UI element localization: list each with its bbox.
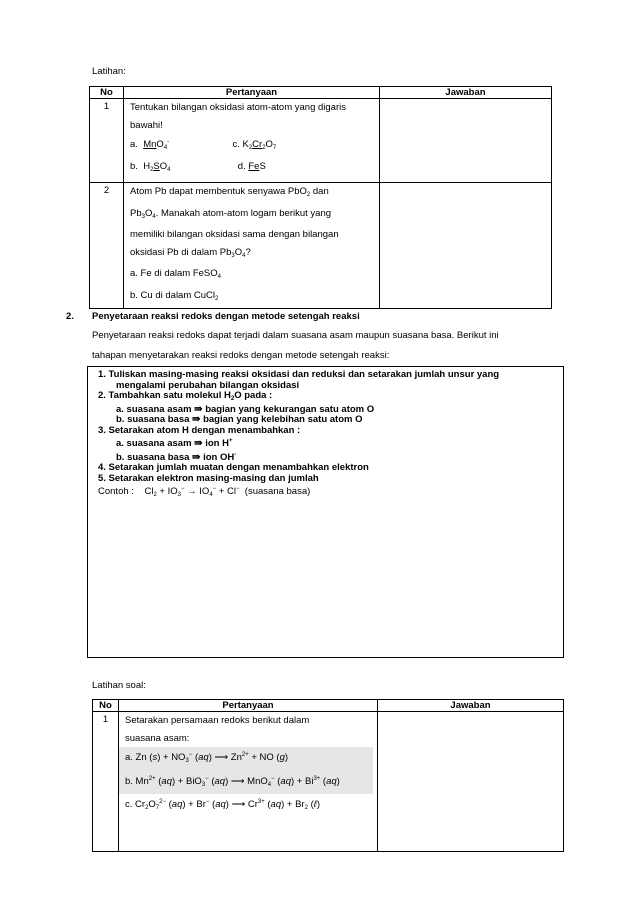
question-text: Atom Pb dapat membentuk senyawa PbO$_2$ dan (130, 186, 329, 198)
question-text: Tentukan bilangan oksidasi atom-atom yang digaris (130, 102, 346, 113)
table-header-row (93, 700, 564, 712)
step-3b: b. suasana basa ⇛ ion OH- (116, 451, 237, 463)
step-3a: a. suasana asam ⇛ ion H+ (116, 438, 233, 449)
step-2: 2. Tambahkan satu molekul $H_2O$ pada : (98, 390, 273, 402)
equation-a: a. Zn $(s) + NO_3^-$ (aq) ⟶ $Zn^{2+}$ + NO (g) (119, 747, 373, 771)
step-3: 3. Setarakan atom H dengan menambahkan : (98, 424, 301, 436)
header-jawaban: Jawaban (378, 700, 564, 712)
section-title: Penyetaraan reaksi redoks dengan metode setengah reaksi (92, 311, 360, 322)
reaction-arrow-icon: ⟶ (231, 799, 246, 810)
question-text: $Pb_3O_4$. Manakah atom-atom logam berikut yang (130, 207, 332, 220)
question-text: suasana asam: (125, 732, 190, 744)
exercise-table-1 (89, 86, 552, 309)
table-header-row (90, 87, 552, 99)
right-arrow-icon: ⇛ (194, 403, 203, 415)
section-paragraph: Penyetaraan reaksi redoks dapat terjadi dalam suasana asam maupun suasana basa. Berikut ini (92, 330, 499, 341)
header-pertanyaan: Pertanyaan (119, 700, 378, 712)
answer-cell[interactable] (380, 99, 552, 183)
question-cell (119, 712, 378, 852)
question-cell (124, 99, 380, 183)
header-jawaban: Jawaban (380, 87, 552, 99)
option-row: b. Cu di dalam CuCl$_2$ (130, 289, 219, 302)
row-number: 1 (93, 712, 119, 852)
table-row (90, 99, 552, 183)
header-no: No (93, 700, 119, 712)
right-arrow-icon: ⇛ (194, 438, 203, 449)
table-row (90, 183, 552, 309)
answer-cell[interactable] (378, 712, 564, 852)
question-text: bawahi! (130, 119, 163, 131)
latihan-label: Latihan: (92, 66, 126, 77)
section-paragraph: tahapan menyetarakan reaksi redoks dengan metode setengah reaksi: (92, 350, 390, 361)
answer-cell[interactable] (380, 183, 552, 309)
question-text: memiliki bilangan oksidasi sama dengan bilangan (130, 229, 339, 240)
step-1: 1. Tuliskan masing-masing reaksi oksidasi dan reduksi dan setarakan jumlah unsur yang (98, 369, 500, 380)
example-line: Contoh : $Cl_2 + IO_3^- \to IO_4^- + Cl^-$ (suasana basa) (98, 486, 311, 498)
option-row: a. Fe di dalam FeSO$_4$ (130, 268, 221, 280)
header-no: No (90, 87, 124, 99)
step-2b: b. suasana basa ⇛ bagian yang kelebihan satu atom O (116, 414, 363, 425)
exercise-table-2 (92, 699, 564, 852)
option-row: a. MnO$_4$- c. $K_2Cr_2O_7$ (130, 139, 277, 151)
steps-box (87, 366, 564, 658)
row-number: 1 (90, 99, 124, 183)
step-2a: a. suasana asam ⇛ bagian yang kekurangan satu atom O (116, 403, 375, 415)
equation-b: b. $Mn^{2+}$ (aq) + BiO$_3$− (aq) ⟶ MnO$_4$− $(aq) + Bi^{3+}$ (aq) (119, 771, 373, 795)
reaction-arrow-icon: ⟶ (214, 752, 229, 763)
row-number: 2 (90, 183, 124, 309)
step-5: 5. Setarakan elektron masing-masing dan jumlah (98, 472, 319, 484)
step-4: 4. Setarakan jumlah muatan dengan menambahkan elektron (98, 462, 369, 473)
latihan-soal-label: Latihan soal: (92, 680, 146, 691)
question-text: oksidasi Pb di dalam $Pb_3O_4$? (130, 246, 251, 259)
reaction-arrow-icon: ⟶ (230, 775, 245, 787)
equation-c: c. $Cr_2O_7^{2-}$ (aq) + Br− (aq) ⟶ $Cr^{3+}$ $(aq) + Br_2$ (ℓ) (125, 799, 321, 811)
right-arrow-icon: ⇛ (192, 414, 201, 425)
question-text: Setarakan persamaan redoks berikut dalam (125, 715, 310, 726)
section-number: 2. (66, 311, 74, 322)
question-cell (124, 183, 380, 309)
table-row (93, 712, 564, 852)
right-arrow-icon: ⇛ (192, 451, 201, 463)
option-row: b. $H_2SO_4$ d. FeS (130, 160, 266, 173)
header-pertanyaan: Pertanyaan (124, 87, 380, 99)
step-1-cont: mengalami perubahan bilangan oksidasi (116, 379, 300, 391)
